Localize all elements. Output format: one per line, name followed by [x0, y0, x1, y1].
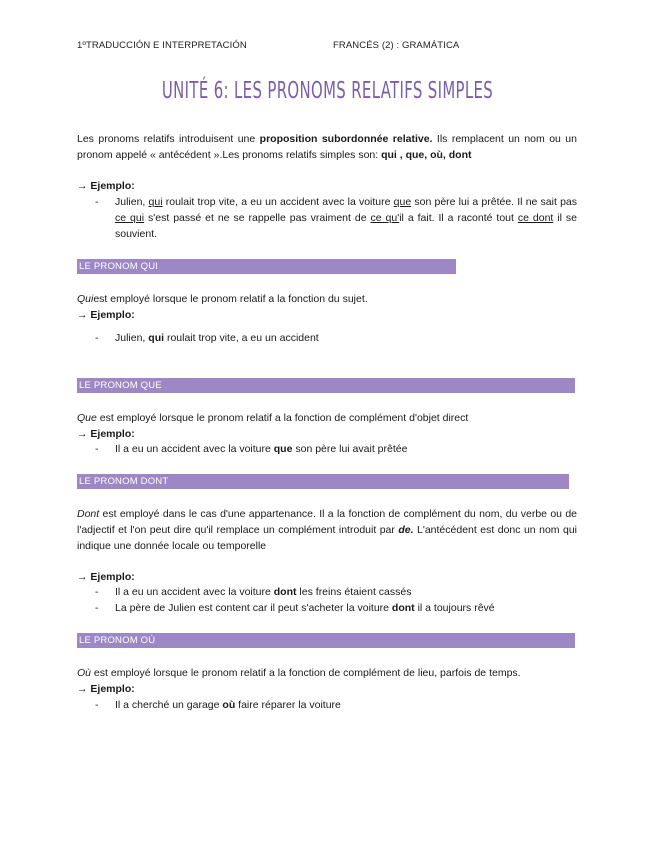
- underlined-ce-qu: ce qu': [370, 212, 400, 224]
- bullet-dash: -: [95, 332, 99, 344]
- intro-example-item: - Julien, qui roulait trop vite, a eu un accident avec la voiture que son père lui a prêtée. Il ne sait pas ce qui s'est passé et ne se rappelle pas vraiment de ce qu'il a fait. Il a raconté tout ce dont il se souvient.: [95, 196, 577, 240]
- example-label: → Ejemplo:: [77, 571, 135, 583]
- bullet-dash: -: [95, 443, 99, 455]
- intro-paragraph: [77, 131, 577, 163]
- que-description: Que est employé lorsque le pronom relatif a la fonction de complément d'objet direct: [77, 412, 469, 424]
- intro-bold-pronouns: qui , que, où, dont: [381, 149, 472, 161]
- intro-text-1: Les pronoms relatifs introduisent une: [77, 133, 260, 145]
- bullet-dash: -: [95, 196, 99, 208]
- dont-example-item-2: - La père de Julien est content car il peut s'acheter la voiture dont il a toujours rêvé: [95, 602, 495, 614]
- intro-bold-term: proposition subordonnée relative.: [259, 133, 433, 145]
- dont-description: Dont est employé dans le cas d'une appartenance. Il a la fonction de complément du nom, du verbe ou de l'adjectif et l'on peut dire qu'il remplace un complément introduit par de. L'antécédent est donc un nom qui indique une donnée locale ou temporelle: [77, 508, 578, 552]
- bullet-dash: -: [95, 586, 99, 598]
- section-heading-dont: LE PRONOM DONT: [77, 474, 569, 489]
- header-course: 1ºTRADUCCIÓN E INTERPRETACIÓN: [77, 40, 247, 51]
- header-subject: FRANCÉS (2) : GRAMÁTICA: [333, 40, 460, 51]
- dont-example-item-1: - Il a eu un accident avec la voiture dont les freins étaient cassés: [95, 586, 412, 598]
- que-example-item: - Il a eu un accident avec la voiture que son père lui avait prêtée: [95, 443, 408, 455]
- example-label: → Ejemplo:: [77, 428, 135, 440]
- underlined-qui: qui: [148, 196, 163, 208]
- page-title: UNITÉ 6: LES PRONOMS RELATIFS SIMPLES: [161, 78, 494, 104]
- example-label: → Ejemplo:: [77, 683, 135, 695]
- underlined-ce-qui: ce qui: [115, 212, 145, 224]
- ou-description: Où est employé lorsque le pronom relatif a la fonction de complément de lieu, parfois de temps.: [77, 667, 521, 679]
- bullet-dash: -: [95, 699, 99, 711]
- ou-example-item: - Il a cherché un garage où faire réparer la voiture: [95, 699, 341, 711]
- example-label: → Ejemplo:: [77, 309, 135, 321]
- intro-text-2: Ils remplacent un nom ou un pronom appelé « antécédent ».Les pronoms relatifs simples son:: [77, 133, 577, 161]
- qui-description: Quiest employé lorsque le pronom relatif a la fonction du sujet.: [77, 293, 368, 305]
- bullet-dash: -: [95, 602, 99, 614]
- qui-example-item: - Julien, qui roulait trop vite, a eu un accident: [95, 332, 319, 344]
- section-heading-ou: LE PRONOM OÙ: [77, 633, 575, 648]
- example-label: → Ejemplo:: [77, 180, 135, 192]
- section-heading-qui: LE PRONOM QUI: [77, 259, 456, 274]
- underlined-que: que: [393, 196, 412, 208]
- underlined-ce-dont: ce dont: [517, 212, 554, 224]
- section-heading-que: LE PRONOM QUE: [77, 378, 575, 393]
